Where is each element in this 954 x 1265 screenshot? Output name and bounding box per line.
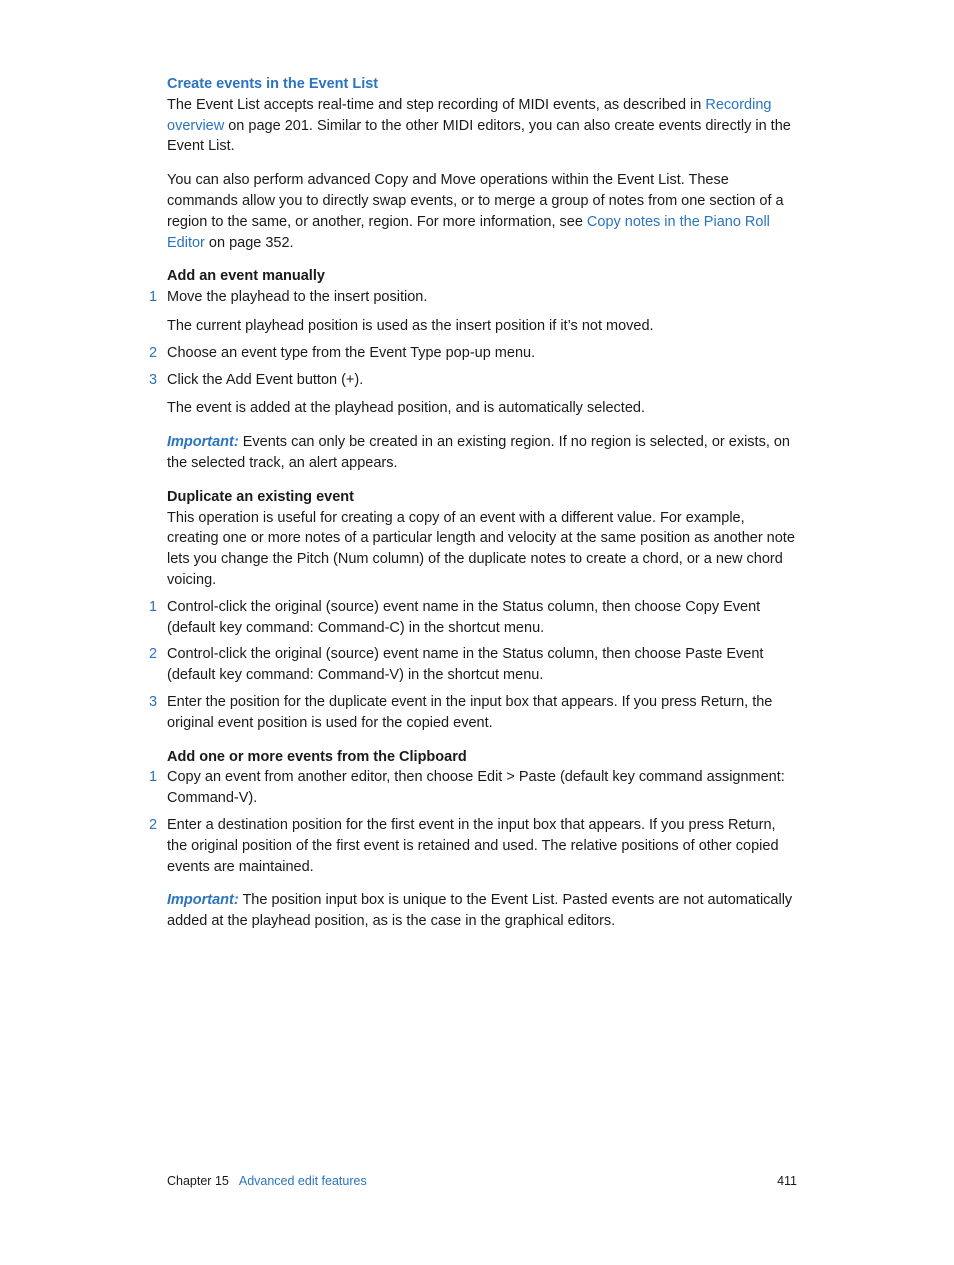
important-label: Important: xyxy=(167,434,239,451)
subheading-duplicate-event: Duplicate an existing event xyxy=(167,488,354,505)
step-note: The event is added at the playhead position, and is automatically selected. xyxy=(167,400,645,417)
step-text: Click the Add Event button (+). xyxy=(167,371,364,388)
step-1 xyxy=(149,597,799,639)
step-note: The current playhead position is used as the insert position if it’s not moved. xyxy=(167,317,654,334)
subheading-add-event-manually: Add an event manually xyxy=(167,268,325,285)
step-number: 1 xyxy=(149,598,158,615)
important-note-position-box xyxy=(167,890,799,932)
link-recording-overview[interactable]: Recording overview xyxy=(167,96,772,134)
page-content xyxy=(149,74,799,932)
text: The Event List accepts real-time and step recording of MIDI events, as described in xyxy=(167,96,706,113)
paragraph-duplicate-intro: This operation is useful for creating a copy of an event with a different value. For example, creating one or more notes of a particular length and velocity at the same position as another note lets you change the Pitch (Num column) of the duplicate notes to create a chord, or a new chord voicing. xyxy=(167,509,795,588)
step-number: 1 xyxy=(149,769,158,786)
step-2 xyxy=(149,343,799,364)
step-number: 1 xyxy=(149,289,158,306)
step-text: Control-click the original (source) event name in the Status column, then choose Paste Event (default key command: Command-V) in the shortcut menu. xyxy=(167,646,764,684)
important-label: Important: xyxy=(167,892,239,909)
step-2 xyxy=(149,815,799,877)
footer-chapter-title-link[interactable]: Advanced edit features xyxy=(238,1174,367,1188)
paragraph-advanced-copy-move xyxy=(167,170,799,253)
text: You can also perform advanced Copy and Move operations within the Event List. These commands allow you to directly swap events, or to merge a group of notes from one section of a region to the same, or another, region. For more information, see xyxy=(167,172,784,230)
step-text: Enter the position for the duplicate event in the input box that appears. If you press Return, the original event position is used for the copied event. xyxy=(167,693,773,731)
step-text: Choose an event type from the Event Type pop-up menu. xyxy=(167,344,536,361)
important-text: The position input box is unique to the Event List. Pasted events are not automatically added at the playhead position, as is the case in the graphical editors. xyxy=(167,892,793,930)
step-text: Enter a destination position for the first event in the input box that appears. If you press Return, the original position of the first event is retained and used. The relative positions of other copied events are maintained. xyxy=(167,816,779,875)
link-copy-notes-piano-roll[interactable]: Copy notes in the Piano Roll Editor xyxy=(167,213,770,251)
footer-chapter: Chapter 15 xyxy=(167,1174,229,1188)
step-3 xyxy=(149,692,799,734)
important-text: Events can only be created in an existing region. If no region is selected, or exists, on the selected track, an alert appears. xyxy=(167,434,790,471)
subheading-add-from-clipboard: Add one or more events from the Clipboard xyxy=(167,748,467,765)
step-number: 2 xyxy=(149,816,158,833)
step-1 xyxy=(149,287,799,308)
step-number: 3 xyxy=(149,371,158,388)
step-text: Copy an event from another editor, then choose Edit > Paste (default key command assignment: Command-V). xyxy=(167,769,785,807)
important-note-region xyxy=(167,432,799,474)
step-1 xyxy=(149,767,799,809)
step-2 xyxy=(149,644,799,686)
text: on page 352. xyxy=(204,234,294,251)
step-3 xyxy=(149,370,799,391)
step-number: 2 xyxy=(149,344,158,361)
text: on page 201. Similar to the other MIDI editors, you can also create events directly in the Event List. xyxy=(167,117,791,155)
step-number: 2 xyxy=(149,646,158,663)
page-footer xyxy=(167,1172,797,1190)
section-heading-create-events: Create events in the Event List xyxy=(167,76,379,92)
step-text: Control-click the original (source) event name in the Status column, then choose Copy Event (default key command: Command-C) in the shortcut menu. xyxy=(167,598,761,636)
step-number: 3 xyxy=(149,693,158,710)
footer-page-number: 411 xyxy=(777,1174,797,1188)
paragraph-event-list-recording xyxy=(167,95,799,157)
step-text: Move the playhead to the insert position. xyxy=(167,289,428,306)
